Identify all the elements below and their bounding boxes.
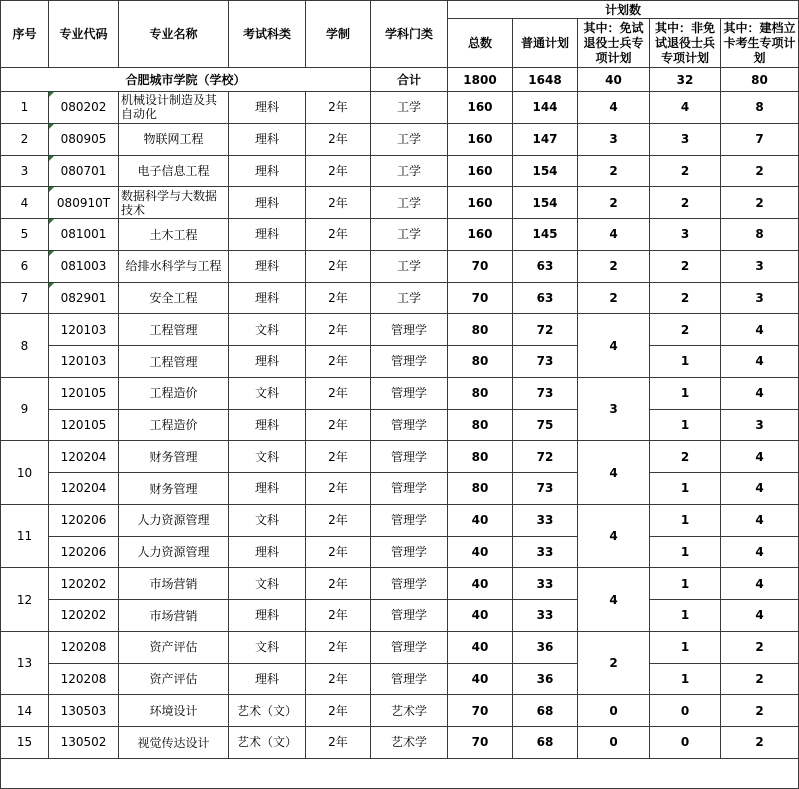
exam-type-cell: 理科	[229, 187, 306, 219]
major-code-cell: 081001	[49, 219, 119, 251]
summary-veteran-non-exempt: 32	[650, 68, 721, 92]
header-plan-group: 计划数	[448, 1, 799, 19]
major-name-text: 工程造价	[149, 418, 198, 433]
exam-type-cell: 文科	[229, 568, 306, 600]
major-name-cell	[119, 409, 229, 441]
veteran-non-exempt-cell: 1	[650, 473, 721, 505]
poverty-plan-cell: 2	[721, 663, 799, 695]
header-total-plan: 总数	[448, 19, 513, 68]
major-name-cell	[119, 282, 229, 314]
regular-plan-cell: 72	[513, 314, 578, 346]
major-name-text: 环境设计	[149, 703, 198, 718]
major-name-cell	[119, 155, 229, 187]
major-code-cell: 120202	[49, 568, 119, 600]
duration-cell: 2年	[306, 695, 371, 727]
seq-cell: 14	[1, 695, 49, 727]
major-code-cell: 081003	[49, 250, 119, 282]
veteran-exempt-cell: 0	[578, 727, 650, 759]
exam-type-cell: 文科	[229, 631, 306, 663]
table-row	[1, 441, 799, 473]
summary-total: 1800	[448, 68, 513, 92]
discipline-cell: 管理学	[371, 504, 448, 536]
table-row	[1, 504, 799, 536]
summary-row	[1, 68, 799, 92]
exam-type-cell: 理科	[229, 123, 306, 155]
regular-plan-cell: 68	[513, 727, 578, 759]
major-name-text: 人力资源管理	[137, 545, 210, 560]
major-name-cell	[119, 727, 229, 759]
regular-plan-cell: 73	[513, 473, 578, 505]
veteran-non-exempt-cell: 4	[650, 92, 721, 124]
duration-cell: 2年	[306, 187, 371, 219]
table-row	[1, 250, 799, 282]
seq-cell: 5	[1, 219, 49, 251]
poverty-plan-cell: 3	[721, 409, 799, 441]
major-code-cell: 120208	[49, 663, 119, 695]
summary-label: 合计	[371, 68, 448, 92]
poverty-plan-cell: 2	[721, 727, 799, 759]
header-row	[1, 1, 799, 19]
discipline-cell: 管理学	[371, 314, 448, 346]
discipline-cell: 工学	[371, 123, 448, 155]
duration-cell: 2年	[306, 663, 371, 695]
duration-cell: 2年	[306, 282, 371, 314]
discipline-cell: 工学	[371, 282, 448, 314]
regular-plan-cell: 63	[513, 250, 578, 282]
veteran-exempt-cell: 4	[578, 504, 650, 568]
total-plan-cell: 160	[448, 187, 513, 219]
major-code-cell: 120206	[49, 536, 119, 568]
veteran-non-exempt-cell: 1	[650, 377, 721, 409]
poverty-plan-cell: 4	[721, 568, 799, 600]
regular-plan-cell: 33	[513, 568, 578, 600]
header-exam-type: 考试科类	[229, 1, 306, 68]
discipline-cell: 管理学	[371, 409, 448, 441]
veteran-non-exempt-cell: 2	[650, 250, 721, 282]
total-plan-cell: 80	[448, 346, 513, 378]
major-name-cell	[119, 504, 229, 536]
major-name-cell	[119, 314, 229, 346]
duration-cell: 2年	[306, 600, 371, 632]
discipline-cell: 工学	[371, 155, 448, 187]
table-row	[1, 123, 799, 155]
major-name-text: 工程管理	[149, 322, 198, 337]
table-row	[1, 314, 799, 346]
exam-type-cell: 理科	[229, 663, 306, 695]
poverty-plan-cell: 4	[721, 473, 799, 505]
seq-cell: 8	[1, 314, 49, 378]
major-name-text: 人力资源管理	[137, 513, 210, 528]
table-row	[1, 346, 799, 378]
duration-cell: 2年	[306, 727, 371, 759]
table-row	[1, 536, 799, 568]
discipline-cell: 管理学	[371, 663, 448, 695]
veteran-exempt-cell: 4	[578, 92, 650, 124]
veteran-exempt-cell: 2	[578, 631, 650, 695]
major-name-cell	[119, 346, 229, 378]
discipline-cell: 管理学	[371, 536, 448, 568]
table-row	[1, 631, 799, 663]
veteran-non-exempt-cell: 2	[650, 282, 721, 314]
major-name-cell	[119, 663, 229, 695]
header-discipline: 学科门类	[371, 1, 448, 68]
major-code-cell: 120103	[49, 314, 119, 346]
veteran-non-exempt-cell: 0	[650, 727, 721, 759]
exam-type-cell: 艺术（文）	[229, 695, 306, 727]
major-code-cell: 130502	[49, 727, 119, 759]
discipline-cell: 工学	[371, 92, 448, 124]
poverty-plan-cell: 4	[721, 346, 799, 378]
veteran-exempt-cell: 3	[578, 123, 650, 155]
total-plan-cell: 70	[448, 695, 513, 727]
regular-plan-cell: 33	[513, 600, 578, 632]
seq-cell: 11	[1, 504, 49, 568]
poverty-plan-cell: 4	[721, 504, 799, 536]
major-code-cell: 120105	[49, 377, 119, 409]
veteran-non-exempt-cell: 1	[650, 600, 721, 632]
header-poverty-plan: 其中：建档立卡考生专项计划	[721, 19, 799, 68]
duration-cell: 2年	[306, 314, 371, 346]
major-code-cell: 080701	[49, 155, 119, 187]
total-plan-cell: 70	[448, 282, 513, 314]
duration-cell: 2年	[306, 504, 371, 536]
major-name-cell	[119, 631, 229, 663]
total-plan-cell: 80	[448, 314, 513, 346]
major-name-text: 财务管理	[149, 481, 198, 496]
major-code-cell: 120202	[49, 600, 119, 632]
major-name-text: 机械设计制造及其自动化	[121, 93, 218, 122]
veteran-exempt-cell: 2	[578, 155, 650, 187]
total-plan-cell: 40	[448, 568, 513, 600]
exam-type-cell: 理科	[229, 409, 306, 441]
major-name-text: 视觉传达设计	[137, 735, 210, 750]
regular-plan-cell: 33	[513, 536, 578, 568]
poverty-plan-cell: 2	[721, 631, 799, 663]
discipline-cell: 艺术学	[371, 695, 448, 727]
discipline-cell: 工学	[371, 250, 448, 282]
major-code-cell: 082901	[49, 282, 119, 314]
total-plan-cell: 80	[448, 441, 513, 473]
major-name-cell	[119, 473, 229, 505]
major-code-cell: 120204	[49, 473, 119, 505]
discipline-cell: 管理学	[371, 600, 448, 632]
total-plan-cell: 160	[448, 92, 513, 124]
poverty-plan-cell: 4	[721, 314, 799, 346]
table-row	[1, 473, 799, 505]
veteran-exempt-cell: 0	[578, 695, 650, 727]
regular-plan-cell: 154	[513, 155, 578, 187]
veteran-exempt-cell: 4	[578, 219, 650, 251]
major-name-text: 电子信息工程	[137, 164, 210, 179]
empty-cell	[1, 758, 799, 788]
exam-type-cell: 理科	[229, 600, 306, 632]
major-name-cell	[119, 219, 229, 251]
regular-plan-cell: 36	[513, 663, 578, 695]
duration-cell: 2年	[306, 441, 371, 473]
header-regular-plan: 普通计划	[513, 19, 578, 68]
summary-school: 合肥城市学院（学校）	[1, 68, 371, 92]
poverty-plan-cell: 3	[721, 250, 799, 282]
major-name-cell	[119, 536, 229, 568]
major-name-cell	[119, 187, 229, 219]
poverty-plan-cell: 2	[721, 155, 799, 187]
header-major-name: 专业名称	[119, 1, 229, 68]
major-code-cell: 120105	[49, 409, 119, 441]
major-name-cell	[119, 695, 229, 727]
veteran-exempt-cell: 2	[578, 250, 650, 282]
poverty-plan-cell: 8	[721, 92, 799, 124]
exam-type-cell: 艺术（文）	[229, 727, 306, 759]
header-veteran-non-exempt: 其中：非免试退役士兵专项计划	[650, 19, 721, 68]
seq-cell: 15	[1, 727, 49, 759]
veteran-exempt-cell: 4	[578, 568, 650, 632]
major-code-cell: 120103	[49, 346, 119, 378]
duration-cell: 2年	[306, 346, 371, 378]
header-seq: 序号	[1, 1, 49, 68]
total-plan-cell: 40	[448, 536, 513, 568]
veteran-exempt-cell: 3	[578, 377, 650, 441]
veteran-non-exempt-cell: 1	[650, 631, 721, 663]
major-code-cell: 080905	[49, 123, 119, 155]
duration-cell: 2年	[306, 536, 371, 568]
table-row	[1, 187, 799, 219]
table-footer	[1, 758, 799, 788]
regular-plan-cell: 154	[513, 187, 578, 219]
total-plan-cell: 40	[448, 663, 513, 695]
duration-cell: 2年	[306, 123, 371, 155]
summary-regular: 1648	[513, 68, 578, 92]
total-plan-cell: 160	[448, 123, 513, 155]
seq-cell: 6	[1, 250, 49, 282]
table-row	[1, 155, 799, 187]
seq-cell: 1	[1, 92, 49, 124]
major-code-cell: 120204	[49, 441, 119, 473]
major-code-cell: 120208	[49, 631, 119, 663]
major-code-cell: 080910T	[49, 187, 119, 219]
duration-cell: 2年	[306, 92, 371, 124]
veteran-exempt-cell: 2	[578, 282, 650, 314]
major-name-cell	[119, 568, 229, 600]
major-name-text: 给排水科学与工程	[125, 259, 222, 274]
exam-type-cell: 理科	[229, 92, 306, 124]
seq-cell: 9	[1, 377, 49, 441]
poverty-plan-cell: 3	[721, 282, 799, 314]
discipline-cell: 工学	[371, 219, 448, 251]
table-row	[1, 92, 799, 124]
veteran-non-exempt-cell: 2	[650, 441, 721, 473]
duration-cell: 2年	[306, 409, 371, 441]
duration-cell: 2年	[306, 473, 371, 505]
seq-cell: 12	[1, 568, 49, 632]
veteran-non-exempt-cell: 1	[650, 409, 721, 441]
major-name-text: 市场营销	[149, 576, 198, 591]
major-code-cell: 120206	[49, 504, 119, 536]
table-row	[1, 663, 799, 695]
major-name-cell	[119, 600, 229, 632]
discipline-cell: 艺术学	[371, 727, 448, 759]
total-plan-cell: 80	[448, 473, 513, 505]
exam-type-cell: 文科	[229, 314, 306, 346]
discipline-cell: 管理学	[371, 377, 448, 409]
discipline-cell: 管理学	[371, 473, 448, 505]
summary-poverty: 80	[721, 68, 799, 92]
poverty-plan-cell: 2	[721, 695, 799, 727]
total-plan-cell: 160	[448, 155, 513, 187]
regular-plan-cell: 145	[513, 219, 578, 251]
duration-cell: 2年	[306, 377, 371, 409]
poverty-plan-cell: 4	[721, 377, 799, 409]
poverty-plan-cell: 2	[721, 187, 799, 219]
exam-type-cell: 理科	[229, 473, 306, 505]
major-name-text: 土木工程	[149, 227, 198, 242]
duration-cell: 2年	[306, 219, 371, 251]
regular-plan-cell: 36	[513, 631, 578, 663]
total-plan-cell: 40	[448, 504, 513, 536]
total-plan-cell: 40	[448, 600, 513, 632]
table-row	[1, 727, 799, 759]
major-code-cell: 080202	[49, 92, 119, 124]
exam-type-cell: 理科	[229, 250, 306, 282]
exam-type-cell: 文科	[229, 377, 306, 409]
table-row	[1, 695, 799, 727]
major-name-cell	[119, 250, 229, 282]
major-name-cell	[119, 123, 229, 155]
veteran-non-exempt-cell: 2	[650, 155, 721, 187]
major-name-text: 物联网工程	[143, 132, 204, 147]
seq-cell: 4	[1, 187, 49, 219]
veteran-exempt-cell: 4	[578, 314, 650, 378]
exam-type-cell: 理科	[229, 155, 306, 187]
major-name-text: 市场营销	[149, 608, 198, 623]
exam-type-cell: 理科	[229, 282, 306, 314]
veteran-non-exempt-cell: 1	[650, 346, 721, 378]
major-name-text: 资产评估	[149, 672, 198, 687]
veteran-non-exempt-cell: 3	[650, 123, 721, 155]
major-name-cell	[119, 92, 229, 124]
table-row	[1, 600, 799, 632]
regular-plan-cell: 75	[513, 409, 578, 441]
veteran-non-exempt-cell: 1	[650, 663, 721, 695]
discipline-cell: 管理学	[371, 346, 448, 378]
table-row	[1, 377, 799, 409]
header-major-code: 专业代码	[49, 1, 119, 68]
regular-plan-cell: 147	[513, 123, 578, 155]
table-body	[1, 68, 799, 759]
total-plan-cell: 70	[448, 250, 513, 282]
veteran-non-exempt-cell: 0	[650, 695, 721, 727]
veteran-non-exempt-cell: 2	[650, 187, 721, 219]
regular-plan-cell: 33	[513, 504, 578, 536]
poverty-plan-cell: 4	[721, 441, 799, 473]
veteran-non-exempt-cell: 2	[650, 314, 721, 346]
regular-plan-cell: 72	[513, 441, 578, 473]
table-row	[1, 409, 799, 441]
exam-type-cell: 理科	[229, 219, 306, 251]
total-plan-cell: 80	[448, 409, 513, 441]
discipline-cell: 管理学	[371, 631, 448, 663]
table-row	[1, 219, 799, 251]
discipline-cell: 管理学	[371, 568, 448, 600]
duration-cell: 2年	[306, 155, 371, 187]
duration-cell: 2年	[306, 631, 371, 663]
major-name-text: 资产评估	[149, 640, 198, 655]
header-duration: 学制	[306, 1, 371, 68]
major-name-text: 财务管理	[149, 449, 198, 464]
major-name-cell	[119, 377, 229, 409]
seq-cell: 13	[1, 631, 49, 695]
seq-cell: 2	[1, 123, 49, 155]
veteran-non-exempt-cell: 1	[650, 568, 721, 600]
poverty-plan-cell: 7	[721, 123, 799, 155]
exam-type-cell: 理科	[229, 346, 306, 378]
major-name-cell	[119, 441, 229, 473]
table-header	[1, 1, 799, 68]
regular-plan-cell: 68	[513, 695, 578, 727]
seq-cell: 10	[1, 441, 49, 505]
veteran-non-exempt-cell: 1	[650, 504, 721, 536]
major-name-text: 安全工程	[149, 291, 198, 306]
header-veteran-exempt: 其中：免试退役士兵专项计划	[578, 19, 650, 68]
exam-type-cell: 理科	[229, 536, 306, 568]
veteran-non-exempt-cell: 3	[650, 219, 721, 251]
regular-plan-cell: 73	[513, 377, 578, 409]
regular-plan-cell: 73	[513, 346, 578, 378]
discipline-cell: 管理学	[371, 441, 448, 473]
regular-plan-cell: 144	[513, 92, 578, 124]
veteran-exempt-cell: 4	[578, 441, 650, 505]
summary-veteran-exempt: 40	[578, 68, 650, 92]
exam-type-cell: 文科	[229, 504, 306, 536]
table-row	[1, 282, 799, 314]
empty-row	[1, 758, 799, 788]
regular-plan-cell: 63	[513, 282, 578, 314]
major-name-text: 工程管理	[149, 354, 198, 369]
poverty-plan-cell: 8	[721, 219, 799, 251]
seq-cell: 7	[1, 282, 49, 314]
veteran-non-exempt-cell: 1	[650, 536, 721, 568]
seq-cell: 3	[1, 155, 49, 187]
poverty-plan-cell: 4	[721, 600, 799, 632]
total-plan-cell: 160	[448, 219, 513, 251]
total-plan-cell: 40	[448, 631, 513, 663]
total-plan-cell: 70	[448, 727, 513, 759]
poverty-plan-cell: 4	[721, 536, 799, 568]
exam-type-cell: 文科	[229, 441, 306, 473]
table-row	[1, 568, 799, 600]
duration-cell: 2年	[306, 568, 371, 600]
veteran-exempt-cell: 2	[578, 187, 650, 219]
total-plan-cell: 80	[448, 377, 513, 409]
major-code-cell: 130503	[49, 695, 119, 727]
major-name-text: 数据科学与大数据技术	[121, 188, 218, 217]
major-name-text: 工程造价	[149, 386, 198, 401]
duration-cell: 2年	[306, 250, 371, 282]
discipline-cell: 工学	[371, 187, 448, 219]
